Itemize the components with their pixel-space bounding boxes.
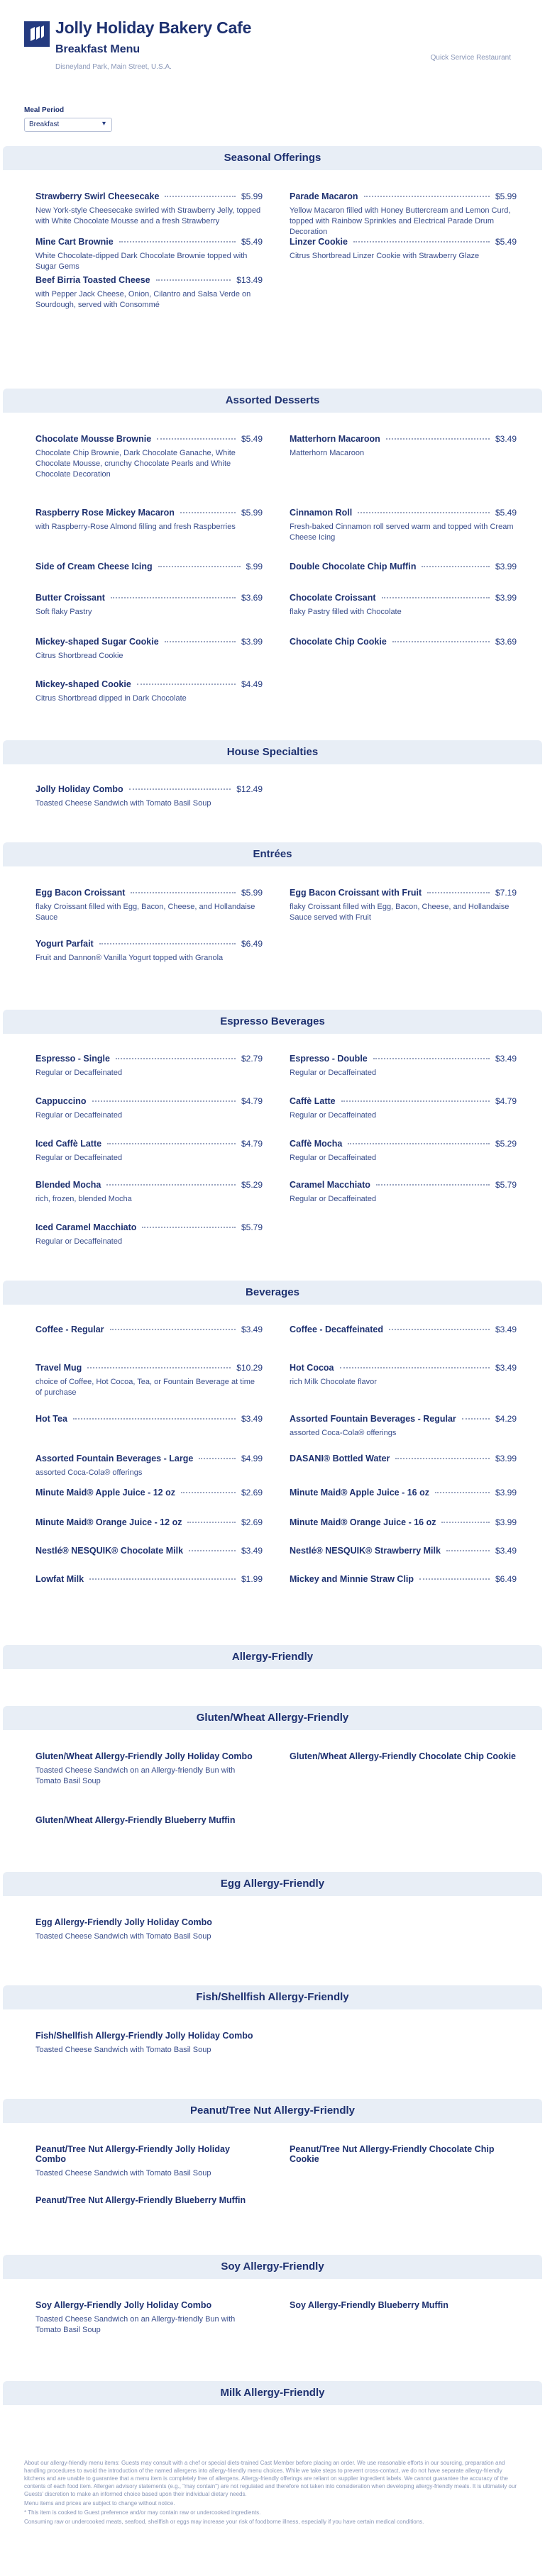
dot-leader <box>89 1578 236 1580</box>
menu-item-name: Espresso - Single <box>35 1054 110 1064</box>
menu-item-description: Citrus Shortbread Cookie <box>35 652 123 660</box>
dot-leader <box>435 1492 490 1493</box>
menu-section-entrees <box>0 842 545 962</box>
menu-item-price: $4.79 <box>241 1096 263 1106</box>
menu-item-price: $3.99 <box>495 1454 517 1463</box>
menu-item-price: $5.99 <box>241 508 263 518</box>
menu-item-description: Regular or Decaffeinated <box>35 1154 123 1162</box>
menu-item <box>35 1139 263 1164</box>
menu-item <box>35 2300 263 2336</box>
menu-item-description: flaky Croissant filled with Egg, Bacon, Cheese, and Hollandaise Sauce served with Fruit <box>290 903 510 922</box>
menu-item <box>35 1917 263 1942</box>
menu-item-description: Citrus Shortbread dipped in Dark Chocolate <box>35 694 187 703</box>
dot-leader <box>427 892 490 893</box>
menu-item-name: Linzer Cookie <box>290 237 348 247</box>
menu-item <box>290 1363 517 1388</box>
menu-item-name: Travel Mug <box>35 1363 82 1373</box>
menu-item-price: $3.49 <box>495 434 517 444</box>
dot-leader <box>386 438 490 440</box>
menu-item-description: choice of Coffee, Hot Cocoa, Tea, or Fountain Beverage at time of purchase <box>35 1378 255 1397</box>
restaurant-logo-icon <box>24 21 50 47</box>
menu-item-price: $.99 <box>246 562 263 571</box>
menu-item-name: Mickey and Minnie Straw Clip <box>290 1574 414 1584</box>
menu-item <box>35 784 263 809</box>
menu-item <box>35 1222 263 1247</box>
menu-item-name: Parade Macaron <box>290 191 358 201</box>
dot-leader <box>142 1227 236 1228</box>
dot-leader <box>106 1184 236 1186</box>
dot-leader <box>165 641 236 642</box>
menu-item <box>290 1096 517 1121</box>
menu-item-description: rich, frozen, blended Mocha <box>35 1195 132 1203</box>
menu-item-description: Toasted Cheese Sandwich on an Allergy-friendly Bun with Tomato Basil Soup <box>35 1766 236 1785</box>
menu-item-name: Egg Bacon Croissant <box>35 888 126 898</box>
menu-item-price: $5.99 <box>241 191 263 201</box>
menu-item-price: $3.99 <box>495 1488 517 1498</box>
section-heading: Fish/Shellfish Allergy-Friendly <box>3 1985 542 2009</box>
menu-section-gluten <box>0 1706 545 1825</box>
menu-item-name: Strawberry Swirl Cheesecake <box>35 191 160 201</box>
menu-item-description: flaky Croissant filled with Egg, Bacon, Cheese, and Hollandaise Sauce <box>35 903 255 922</box>
menu-item <box>35 1325 263 1334</box>
menu-item-description: New York-style Cheesecake swirled with Strawberry Jelly, topped with White Chocolate Mousse and a fresh Strawberry <box>35 206 261 225</box>
menu-item <box>35 508 263 533</box>
menu-section-fish <box>0 1985 545 2054</box>
menu-item-description: Yellow Macaron filled with Honey Buttercream and Lemon Curd, topped with Rainbow Sprinkles and Electrical Parade Drum Decoration <box>290 206 511 236</box>
menu-item <box>290 1517 517 1527</box>
menu-item-description: Regular or Decaffeinated <box>290 1195 377 1203</box>
dot-leader <box>446 1550 490 1551</box>
menu-section-egg <box>0 1872 545 1941</box>
menu-item-name: Hot Tea <box>35 1414 67 1424</box>
menu-item-description: Toasted Cheese Sandwich with Tomato Basil Soup <box>35 1932 211 1941</box>
menu-item-price: $3.49 <box>495 1546 517 1556</box>
menu-item-name: Mine Cart Brownie <box>35 237 114 247</box>
chevron-down-icon: ▾ <box>101 120 106 128</box>
menu-item <box>290 593 517 618</box>
menu-item-name: Peanut/Tree Nut Allergy-Friendly Jolly Holiday Combo <box>35 2144 230 2164</box>
menu-item-price: $5.49 <box>241 237 263 247</box>
menu-item <box>290 508 517 543</box>
dot-leader <box>129 788 231 790</box>
dot-leader <box>392 641 490 642</box>
menu-item-description: Toasted Cheese Sandwich with Tomato Basil Soup <box>35 2046 211 2054</box>
menu-item-name: Egg Allergy-Friendly Jolly Holiday Combo <box>35 1917 212 1927</box>
menu-item <box>290 434 517 459</box>
menu-item-price: $5.79 <box>495 1180 517 1190</box>
menu-item-description: flaky Pastry filled with Chocolate <box>290 608 402 616</box>
menu-item-price: $3.69 <box>241 593 263 603</box>
dot-leader <box>189 1550 236 1551</box>
menu-item-name: Caramel Macchiato <box>290 1180 370 1190</box>
menu-item-name: Egg Bacon Croissant with Fruit <box>290 888 422 898</box>
section-heading: House Specialties <box>3 740 542 764</box>
menu-item-name: Espresso - Double <box>290 1054 368 1064</box>
menu-item-description: Regular or Decaffeinated <box>35 1237 123 1246</box>
menu-item-price: $3.49 <box>495 1325 517 1334</box>
menu-item-price: $5.49 <box>495 508 517 518</box>
menu-item-name: Gluten/Wheat Allergy-Friendly Blueberry Muffin <box>35 1815 236 1825</box>
menu-item-price: $5.99 <box>495 191 517 201</box>
menu-item <box>290 1546 517 1556</box>
menu-item <box>35 1180 263 1205</box>
menu-item-name: Soy Allergy-Friendly Jolly Holiday Combo <box>35 2300 212 2310</box>
menu-item-price: $5.49 <box>495 237 517 247</box>
menu-item-name: Butter Croissant <box>35 593 105 603</box>
section-heading: Egg Allergy-Friendly <box>3 1872 542 1896</box>
menu-item-price: $2.69 <box>241 1488 263 1498</box>
dot-leader <box>348 1143 490 1144</box>
menu-item <box>290 2144 517 2164</box>
menu-item <box>290 2300 517 2310</box>
menu-item-name: DASANI® Bottled Water <box>290 1454 390 1463</box>
cooked-to-preference-note: * This item is cooked to Guest preference and/or may contain raw or undercooked ingredients. <box>24 2509 261 2516</box>
menu-item <box>290 237 517 262</box>
dot-leader <box>156 279 231 281</box>
menu-item-name: Iced Caffè Latte <box>35 1139 102 1149</box>
menu-item <box>290 1488 517 1498</box>
dot-leader <box>137 684 236 685</box>
menu-item <box>290 1574 517 1584</box>
menu-section-seasonal <box>0 146 545 309</box>
dot-leader <box>422 566 490 567</box>
menu-item-name: Chocolate Croissant <box>290 593 376 603</box>
section-heading: Assorted Desserts <box>3 389 542 413</box>
menu-item-price: $3.49 <box>241 1325 263 1334</box>
menu-item-price: $6.49 <box>241 939 263 949</box>
menu-item-name: Coffee - Regular <box>35 1325 104 1334</box>
dot-leader <box>395 1458 490 1459</box>
menu-item-description: White Chocolate-dipped Dark Chocolate Brownie topped with Sugar Gems <box>35 252 248 271</box>
menu-item-name: Assorted Fountain Beverages - Large <box>35 1454 194 1463</box>
menu-item-price: $12.49 <box>236 784 263 794</box>
raw-food-warning: Consuming raw or undercooked meats, seafood, shellfish or eggs may increase your risk of foodborne illness, especially if you have certain medical conditions. <box>24 2519 424 2525</box>
disclaimer-paragraph: About our allergy-friendly menu items: Guests may consult with a chef or special diets-trained Cast Member before placing an order. We use reasonable efforts in our sourcing, preparation and handling procedures to avoid the introduction of the named allergens into allergy-friendly menu choices. While we take steps to prevent cross-contact, we do not have separate allergy-friendly kitchens and are unable to guarantee that a menu item is completely free of allergens. Allergy-friendly offerings are reliant on supplier ingredient labels. We cannot guarantee the accuracy of the contents of each food item. Allergen advisory statements (e.g., "may contain") are not regulated and therefore not taken into consideration when developing allergy-friendly meals. It is ultimately our Guests' discretion to make an informed choice based upon their individual dietary needs. <box>24 2460 517 2497</box>
section-heading: Espresso Beverages <box>3 1010 542 1034</box>
menu-item <box>35 191 263 227</box>
menu-item <box>290 1414 517 1439</box>
menu-item-name: Side of Cream Cheese Icing <box>35 562 153 571</box>
menu-item-name: Jolly Holiday Combo <box>35 784 123 794</box>
menu-item <box>290 562 517 571</box>
menu-item-description: Regular or Decaffeinated <box>35 1111 123 1120</box>
menu-item-name: Minute Maid® Orange Juice - 12 oz <box>35 1517 182 1527</box>
dot-leader <box>99 943 236 944</box>
menu-item-name: Matterhorn Macaroon <box>290 434 380 444</box>
menu-item-price: $1.99 <box>241 1574 263 1584</box>
menu-item-description: Regular or Decaffeinated <box>290 1069 377 1077</box>
menu-item <box>290 1180 517 1205</box>
menu-item <box>290 888 517 923</box>
dot-leader <box>376 1184 490 1186</box>
menu-item-price: $3.99 <box>241 637 263 647</box>
menu-item-price: $4.29 <box>495 1414 517 1424</box>
menu-item-name: Chocolate Mousse Brownie <box>35 434 152 444</box>
menu-item-description: with Raspberry-Rose Almond filling and fresh Raspberries <box>35 523 236 531</box>
menu-item <box>35 679 263 704</box>
dot-leader <box>92 1100 236 1102</box>
menu-item-name: Nestlé® NESQUIK® Chocolate Milk <box>35 1546 184 1556</box>
menu-item <box>35 434 263 480</box>
menu-item-name: Coffee - Decaffeinated <box>290 1325 383 1334</box>
dot-leader <box>116 1058 236 1059</box>
menu-item <box>35 2195 263 2205</box>
menu-item <box>35 1815 263 1825</box>
menu-item-name: Hot Cocoa <box>290 1363 334 1373</box>
menu-item-name: Caffè Mocha <box>290 1139 343 1149</box>
menu-item-name: Minute Maid® Orange Juice - 16 oz <box>290 1517 436 1527</box>
restaurant-location: Disneyland Park, Main Street, U.S.A. <box>55 63 172 71</box>
menu-item <box>35 237 263 272</box>
menu-item-price: $5.99 <box>241 888 263 898</box>
menu-section-espresso <box>0 1010 545 1246</box>
page-header <box>0 0 545 106</box>
menu-item-description: Chocolate Chip Brownie, Dark Chocolate Ganache, White Chocolate Mousse, crunchy Chocolate Pearls and White Chocolate Decoration <box>35 449 236 479</box>
dot-leader <box>158 566 241 567</box>
menu-item <box>35 1054 263 1078</box>
menu-item-name: Raspberry Rose Mickey Macaron <box>35 508 175 518</box>
dot-leader <box>340 1367 490 1368</box>
menu-item-name: Peanut/Tree Nut Allergy-Friendly Chocolate Chip Cookie <box>290 2144 495 2164</box>
menu-item-price: $5.49 <box>241 434 263 444</box>
menu-item <box>35 1414 263 1424</box>
dot-leader <box>119 241 236 242</box>
menu-item-description: Citrus Shortbread Linzer Cookie with Strawberry Glaze <box>290 252 480 260</box>
menu-item-name: Minute Maid® Apple Juice - 12 oz <box>35 1488 175 1498</box>
menu-item-description: with Pepper Jack Cheese, Onion, Cilantro and Salsa Verde on Sourdough, served with Consommé <box>35 290 251 309</box>
meal-period-label: Meal Period <box>24 106 65 114</box>
menu-item-name: Gluten/Wheat Allergy-Friendly Chocolate Chip Cookie <box>290 1751 517 1761</box>
dot-leader <box>389 1329 490 1330</box>
menu-item-price: $3.49 <box>495 1363 517 1373</box>
menu-item-price: $3.99 <box>495 562 517 571</box>
menu-item-description: Regular or Decaffeinated <box>290 1154 377 1162</box>
menu-item <box>35 1751 263 1787</box>
menu-item-price: $6.49 <box>495 1574 517 1584</box>
menu-item <box>35 562 263 571</box>
menu-item <box>35 1488 263 1498</box>
menu-item-name: Mickey-shaped Cookie <box>35 679 131 689</box>
menu-section-peanut <box>0 2099 545 2205</box>
menu-item-name: Double Chocolate Chip Muffin <box>290 562 417 571</box>
section-heading: Seasonal Offerings <box>3 146 542 170</box>
price-change-note: Menu items and prices are subject to change without notice. <box>24 2500 175 2507</box>
menu-title: Breakfast Menu <box>55 43 141 55</box>
dot-leader <box>373 1058 490 1059</box>
menu-item-name: Peanut/Tree Nut Allergy-Friendly Blueberry Muffin <box>35 2195 246 2205</box>
menu-item <box>35 939 263 964</box>
menu-item <box>35 2144 263 2179</box>
menu-item-price: $2.79 <box>241 1054 263 1064</box>
menu-item-name: Blended Mocha <box>35 1180 101 1190</box>
menu-item <box>290 1054 517 1078</box>
menu-item-description: Toasted Cheese Sandwich on an Allergy-friendly Bun with Tomato Basil Soup <box>35 2315 236 2334</box>
dot-leader <box>199 1458 236 1459</box>
menu-item-price: $4.79 <box>495 1096 517 1106</box>
dot-leader <box>107 1143 236 1144</box>
menu-item <box>35 1454 263 1478</box>
menu-item-price: $3.69 <box>495 637 517 647</box>
dot-leader <box>187 1522 235 1523</box>
dot-leader <box>364 196 490 197</box>
menu-item <box>290 1325 517 1334</box>
menu-item <box>35 275 263 311</box>
menu-item-price: $3.49 <box>241 1414 263 1424</box>
menu-item-name: Mickey-shaped Sugar Cookie <box>35 637 159 647</box>
menu-item-name: Minute Maid® Apple Juice - 16 oz <box>290 1488 429 1498</box>
dot-leader <box>73 1418 236 1420</box>
menu-item-price: $3.99 <box>495 593 517 603</box>
dot-leader <box>165 196 236 197</box>
menu-section-allergy <box>0 1645 545 1669</box>
menu-item <box>290 1454 517 1463</box>
dot-leader <box>419 1578 490 1580</box>
menu-item-name: Nestlé® NESQUIK® Strawberry Milk <box>290 1546 441 1556</box>
menu-item-name: Chocolate Chip Cookie <box>290 637 387 647</box>
section-heading: Beverages <box>3 1281 542 1305</box>
menu-item <box>35 1363 263 1398</box>
section-heading: Peanut/Tree Nut Allergy-Friendly <box>3 2099 542 2123</box>
dot-leader <box>110 1329 236 1330</box>
menu-item <box>290 1139 517 1164</box>
dot-leader <box>341 1100 490 1102</box>
menu-item-price: $3.49 <box>241 1546 263 1556</box>
menu-item <box>35 637 263 662</box>
menu-section-milk <box>0 2381 545 2405</box>
menu-item <box>35 1546 263 1556</box>
menu-item-name: Iced Caramel Macchiato <box>35 1222 137 1232</box>
menu-item <box>35 1517 263 1527</box>
menu-item-name: Soy Allergy-Friendly Blueberry Muffin <box>290 2300 448 2310</box>
dot-leader <box>131 892 236 893</box>
menu-item-name: Caffè Latte <box>290 1096 336 1106</box>
section-heading: Milk Allergy-Friendly <box>3 2381 542 2405</box>
restaurant-name: Jolly Holiday Bakery Cafe <box>55 18 252 37</box>
menu-item-description: Matterhorn Macaroon <box>290 449 365 457</box>
menu-item <box>290 191 517 238</box>
menu-item-name: Cinnamon Roll <box>290 508 353 518</box>
menu-item-price: $4.99 <box>241 1454 263 1463</box>
menu-item-description: Soft flaky Pastry <box>35 608 92 616</box>
menu-item-description: Regular or Decaffeinated <box>35 1069 123 1077</box>
menu-item-name: Cappuccino <box>35 1096 87 1106</box>
section-heading: Allergy-Friendly <box>3 1645 542 1669</box>
menu-item-price: $5.29 <box>241 1180 263 1190</box>
dot-leader <box>441 1522 489 1523</box>
menu-item-price: $13.49 <box>236 275 263 285</box>
menu-item-description: Fresh-baked Cinnamon roll served warm and topped with Cream Cheese Icing <box>290 523 514 542</box>
section-heading: Gluten/Wheat Allergy-Friendly <box>3 1706 542 1730</box>
menu-section-desserts <box>0 389 545 703</box>
dot-leader <box>462 1418 490 1420</box>
menu-item <box>35 593 263 618</box>
menu-item <box>290 1751 517 1761</box>
menu-section-beverages <box>0 1281 545 1584</box>
menu-item-name: Fish/Shellfish Allergy-Friendly Jolly Holiday Combo <box>35 2031 253 2041</box>
menu-item-name: Gluten/Wheat Allergy-Friendly Jolly Holiday Combo <box>35 1751 253 1761</box>
menu-item-description: assorted Coca-Cola® offerings <box>290 1429 397 1437</box>
menu-item <box>35 2031 263 2056</box>
section-heading: Soy Allergy-Friendly <box>3 2255 542 2279</box>
menu-item-description: rich Milk Chocolate flavor <box>290 1378 377 1386</box>
menu-item <box>290 637 517 647</box>
menu-item-price: $10.29 <box>236 1363 263 1373</box>
menu-item-price: $4.79 <box>241 1139 263 1149</box>
menu-item-description: Toasted Cheese Sandwich with Tomato Basil Soup <box>35 2169 211 2178</box>
dot-leader <box>358 512 490 513</box>
dot-leader <box>180 512 236 513</box>
dot-leader <box>111 597 236 598</box>
menu-item-name: Lowfat Milk <box>35 1574 84 1584</box>
dot-leader <box>181 1492 236 1493</box>
menu-item-price: $3.49 <box>495 1054 517 1064</box>
menu-section-soy <box>0 2255 545 2334</box>
menu-item-name: Beef Birria Toasted Cheese <box>35 275 150 285</box>
menu-item-price: $7.19 <box>495 888 517 898</box>
dot-leader <box>87 1367 231 1368</box>
menu-item-price: $4.49 <box>241 679 263 689</box>
menu-item-price: $3.99 <box>495 1517 517 1527</box>
menu-item-description: assorted Coca-Cola® offerings <box>35 1468 143 1477</box>
dot-leader <box>382 597 490 598</box>
allergy-disclaimer <box>24 2459 521 2527</box>
menu-section-house <box>0 740 545 808</box>
menu-item-price: $5.79 <box>241 1222 263 1232</box>
dot-leader <box>157 438 236 440</box>
dot-leader <box>353 241 490 242</box>
meal-period-value: Breakfast <box>29 121 60 128</box>
menu-item-name: Assorted Fountain Beverages - Regular <box>290 1414 456 1424</box>
menu-item-description: Regular or Decaffeinated <box>290 1111 377 1120</box>
menu-item <box>35 1096 263 1121</box>
menu-item <box>35 1574 263 1584</box>
meal-period-select[interactable] <box>24 118 112 132</box>
section-heading: Entrées <box>3 842 542 866</box>
meal-period-picker <box>24 106 112 132</box>
menu-item-price: $2.69 <box>241 1517 263 1527</box>
menu-item-price: $5.29 <box>495 1139 517 1149</box>
menu-item-description: Fruit and Dannon® Vanilla Yogurt topped with Granola <box>35 954 224 962</box>
service-type: Quick Service Restaurant <box>430 54 511 62</box>
menu-item-name: Yogurt Parfait <box>35 939 94 949</box>
menu-item <box>35 888 263 923</box>
menu-item-description: Toasted Cheese Sandwich with Tomato Basil Soup <box>35 799 211 808</box>
